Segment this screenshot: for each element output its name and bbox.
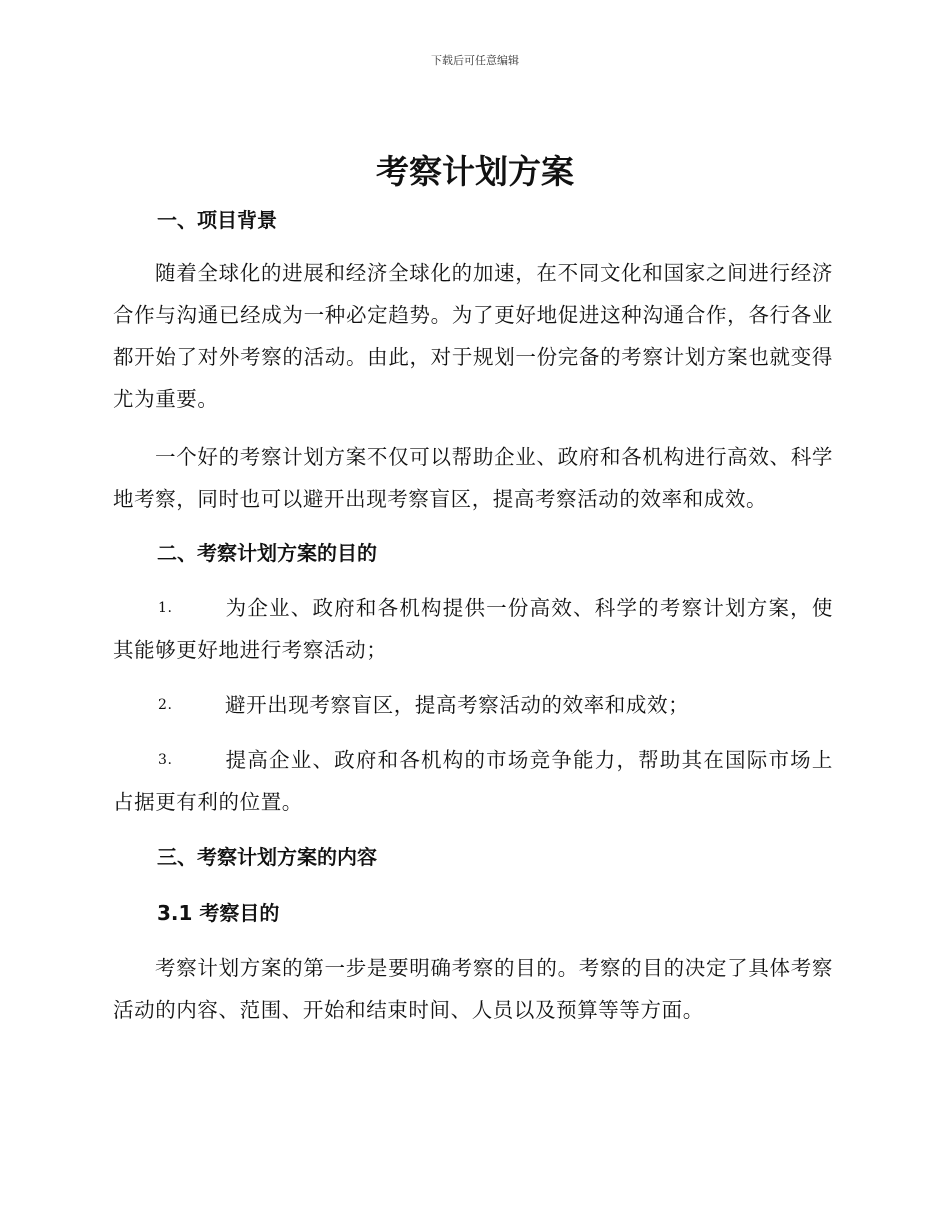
subsection-heading-purpose: 3.1 考察目的 [157, 901, 280, 925]
document-title: 考察计划方案 [376, 152, 574, 191]
paragraph-purpose: 考察计划方案的第一步是要明确考察的目的。考察的目的决定了具体考察活动的内容、范围、开始和结束时间、人员以及预算等等方面。 [113, 956, 833, 1022]
page-header-note: 下载后可任意编辑 [431, 54, 519, 67]
list-item [113, 684, 833, 726]
section-heading-content: 三、考察计划方案的内容 [157, 845, 377, 869]
paragraph-background-1: 随着全球化的进展和经济全球化的加速，在不同文化和国家之间进行经济合作与沟通已经成为一种必定趋势。为了更好地促进这种沟通合作，各行各业都开始了对外考察的活动。由此，对于规划一份完备的考察计划方案也就变得尤为重要。 [113, 261, 833, 411]
section-heading-purpose: 二、考察计划方案的目的 [157, 541, 377, 565]
paragraph-background-2: 一个好的考察计划方案不仅可以帮助企业、政府和各机构进行高效、科学地考察，同时也可以避开出现考察盲区，提高考察活动的效率和成效。 [113, 445, 833, 511]
list-item-text: 提高企业、政府和各机构的市场竞争能力，帮助其在国际市场上占据更有利的位置。 [113, 748, 833, 814]
list-item [113, 587, 833, 671]
list-item [113, 739, 833, 823]
list-item-number: 2. [158, 697, 173, 713]
list-item-number: 3. [158, 752, 173, 768]
list-item-number: 1. [158, 600, 173, 616]
list-item-text: 避开出现考察盲区，提高考察活动的效率和成效； [225, 693, 690, 717]
section-heading-background: 一、项目背景 [157, 208, 277, 232]
list-item-text: 为企业、政府和各机构提供一份高效、科学的考察计划方案，使其能够更好地进行考察活动； [113, 596, 833, 662]
